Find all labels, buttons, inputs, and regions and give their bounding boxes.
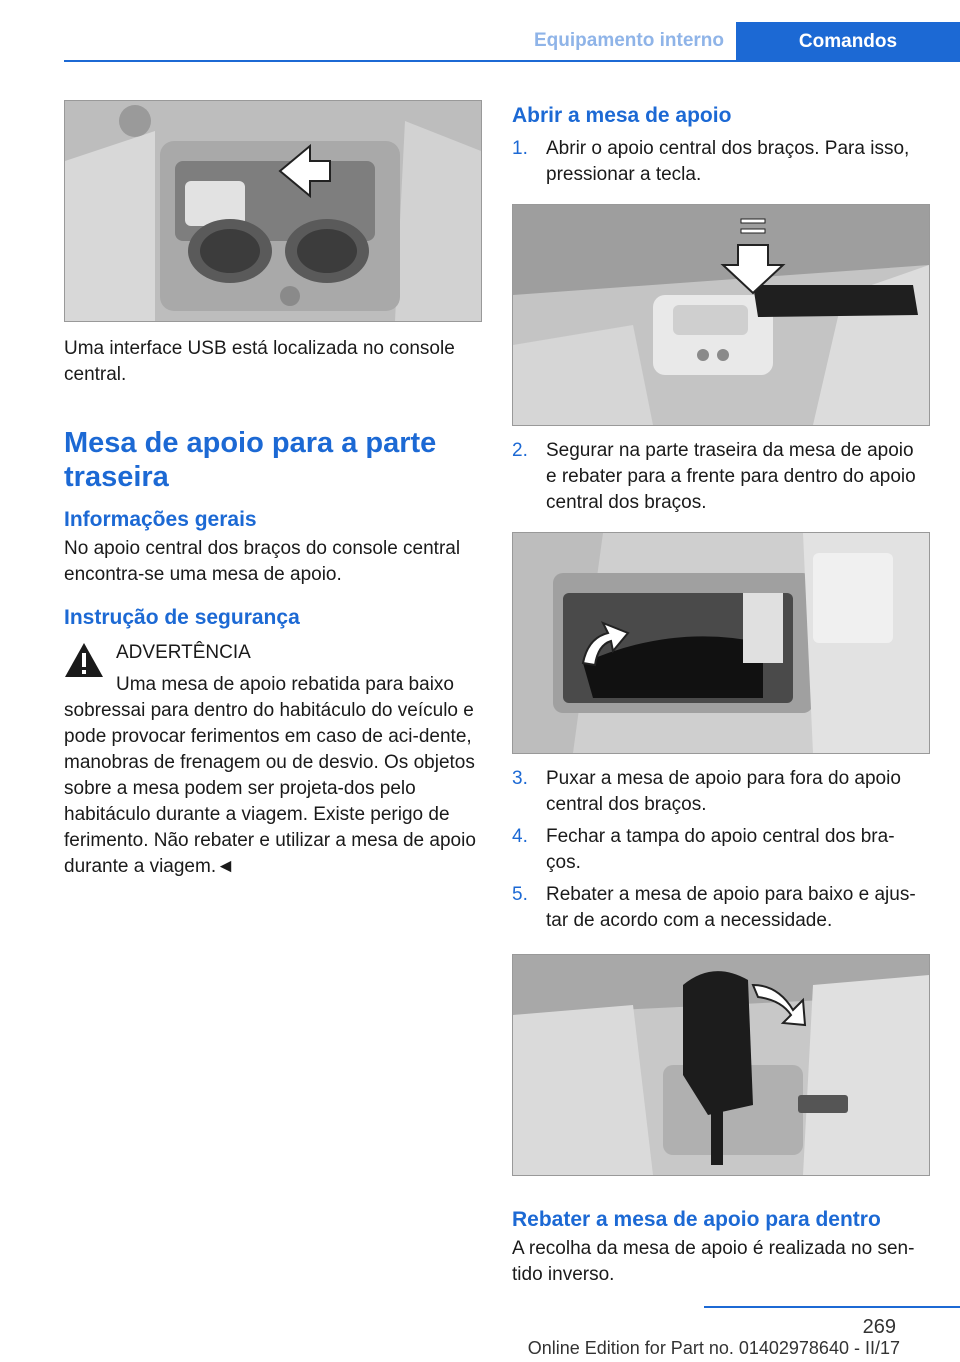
steps-list-b xyxy=(512,438,928,516)
warning-block xyxy=(64,640,480,698)
heading-close-table: Rebater a mesa de apoio para dentro xyxy=(512,1208,881,1231)
header-rule xyxy=(64,60,960,62)
step-text: Segurar na parte traseira da mesa de apoio e rebater para a frente para dentro do apoio central dos braços. xyxy=(546,440,916,513)
heading-open-table: Abrir a mesa de apoio xyxy=(512,104,732,127)
photo-table-fold-forward xyxy=(512,532,930,754)
step-number: 3. xyxy=(512,768,528,789)
step-number: 4. xyxy=(512,826,528,847)
general-info-text: No apoio central dos braços do console central encontra-se uma mesa de apoio. xyxy=(64,538,461,585)
footer-rule xyxy=(704,1306,960,1308)
warning-triangle-icon xyxy=(64,642,104,678)
step-number: 2. xyxy=(512,440,528,461)
list-item xyxy=(512,882,928,934)
warning-lead: Uma mesa de apoio rebatida para baixo xyxy=(116,674,454,695)
page-number: 269 xyxy=(862,1316,896,1338)
warning-body: sobressai para dentro do habitáculo do veículo e pode provocar ferimentos em caso de aci-dente, manobras de frenagem ou de desvio. Os objetos sobre a mesa podem ser projeta-dos pelo habitáculo durante a viagem. Existe perigo de ferimento. Não rebater e utilizar a mesa de apoio durante a viagem.◄ xyxy=(64,700,476,877)
list-item xyxy=(512,438,928,516)
right-column xyxy=(512,100,928,1288)
steps-list-c xyxy=(512,766,928,934)
heading-safety: Instrução de segurança xyxy=(64,606,300,629)
close-text: A recolha da mesa de apoio é realizada no sen-tido inverso. xyxy=(512,1238,915,1285)
usb-caption: Uma interface USB está localizada no console central. xyxy=(64,338,455,385)
photo-table-fold-down xyxy=(512,954,930,1176)
list-item xyxy=(512,824,928,876)
heading-general-info: Informações gerais xyxy=(64,508,257,531)
list-item xyxy=(512,766,928,818)
step-text: Fechar a tampa do apoio central dos bra-ços. xyxy=(546,826,895,873)
header-chapter-tab: Comandos xyxy=(736,22,960,62)
step-number: 1. xyxy=(512,138,528,159)
footer-edition: Online Edition for Part no. 01402978640 - II/17 xyxy=(527,1338,900,1358)
steps-list-a xyxy=(512,136,928,188)
step-text: Puxar a mesa de apoio para fora do apoio central dos braços. xyxy=(546,768,901,815)
list-item xyxy=(512,136,928,188)
step-text: Abrir o apoio central dos braços. Para isso, pressionar a tecla. xyxy=(546,138,910,185)
photo-usb-console xyxy=(64,100,482,322)
page-header xyxy=(0,0,960,62)
header-section-title: Equipamento interno xyxy=(534,30,724,51)
section-heading-main: Mesa de apoio para a parte traseira xyxy=(64,427,437,493)
warning-label: ADVERTÊNCIA xyxy=(116,642,251,663)
photo-armrest-button xyxy=(512,204,930,426)
left-column xyxy=(64,100,480,880)
step-text: Rebater a mesa de apoio para baixo e ajus-tar de acordo com a necessidade. xyxy=(546,884,916,931)
step-number: 5. xyxy=(512,884,528,905)
